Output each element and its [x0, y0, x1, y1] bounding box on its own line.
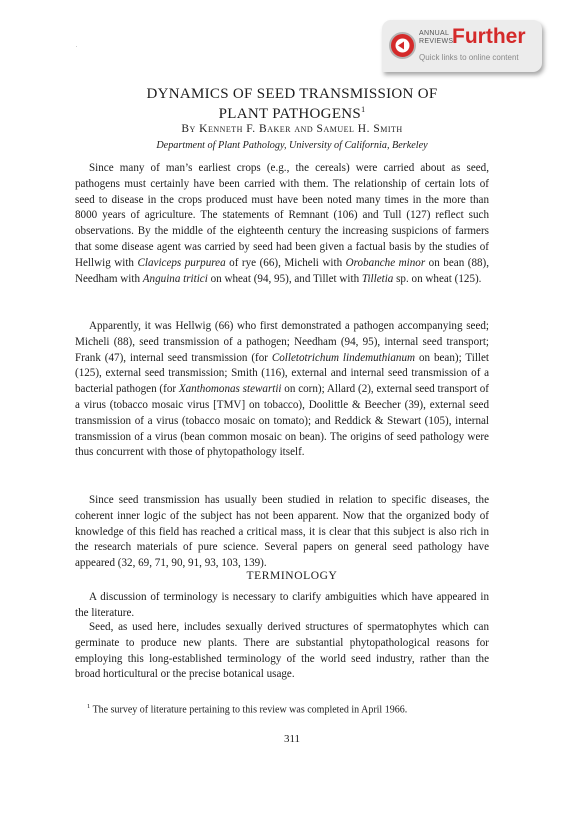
page-number: 311: [283, 733, 301, 745]
footnote-mark: 1: [87, 703, 91, 710]
p1-species-1: Claviceps purpurea: [137, 256, 226, 269]
title-footnote-mark[interactable]: 1: [361, 105, 366, 114]
p1-species-2: Orobanche minor: [345, 256, 426, 269]
authors: By Kenneth F. Baker and Samuel H. Smith: [181, 123, 403, 135]
p2-species-1: Colletotrichum lindemuthianum: [271, 351, 416, 364]
p1-text-a: Since many of man’s earliest crops (e.g., the cereals) were carried about as seed, pathogens must certainly have been carried with them. The relationship of certain lots of seed to disease in the crops produced must have been noted many times in the more than 8000 years of agriculture. The statements of Remnant (106) and Tull (127) reflect such observations. By the middle of the eighteenth century the increasing suspicions of farmers that some disease agent was carried by seed had been given a factual basis by the studies of Hellwig with: [75, 162, 489, 269]
back-arrow-icon: [391, 34, 414, 57]
p2-text-a: Apparently, it was Hellwig (66) who first demonstrated a pathogen accompanying seed; Micheli (88), seed transmission of a pathogen; Needham (94, 95), internal seed transport; Frank (47), internal seed transmission (for: [75, 320, 489, 364]
title-line-2-text: PLANT PATHOGENS: [218, 106, 362, 122]
annual-reviews-wordmark: [419, 30, 453, 46]
reviews-text: REVIEWS: [419, 38, 454, 45]
title-line-2: [60, 102, 524, 122]
footnote-text: The survey of literature pertaining to this review was completed in April 1966.: [90, 704, 408, 716]
p1-species-4: Tilletia: [361, 272, 394, 285]
footnote: [75, 700, 489, 717]
paragraph-4: A discussion of terminology is necessary to clarify ambiguities which have appeared in the literature.: [75, 591, 489, 619]
p2-text-b: on bean); Tillet (125), external seed transmission; Smith (116), external and internal seed transmission of a bacterial pathogen (for: [75, 351, 489, 396]
paragraph-1: [75, 161, 489, 287]
affiliation: Department of Plant Pathology, University of California, Berkeley: [156, 140, 428, 151]
p1-text-b: of rye (66), Micheli with: [225, 256, 346, 269]
p2-species-2: Xanthomonas stewartii: [178, 383, 282, 396]
article-title: [60, 86, 524, 122]
paragraph-5: Seed, as used here, includes sexually derived structures of spermatophytes which can germinate to produce new plants. There are substantial phytopathological reasons for employing this long-established terminology of the world seed industry, rather than the broad horticultural or the precise botanical usage.: [75, 621, 489, 681]
p1-text-e: sp. on wheat (125).: [393, 272, 482, 285]
title-line-1: DYNAMICS OF SEED TRANSMISSION OF: [146, 86, 438, 102]
further-tagline: Quick links to online content: [419, 53, 519, 62]
p2-text-c: on corn); Allard (2), external seed transport of a virus (tobacco mosaic virus [TMV] on tobacco), Doolittle & Beecher (39), external seed transmission of a virus (tobacco mosaic on tomato); and Reddick & Stewart (105), internal transmission of a virus (bean common mosaic on bean). The origins of seed pathology were thus concurrent with those of phytopathology itself.: [75, 383, 489, 459]
p1-text-c: on bean (88), Needham with: [75, 256, 490, 285]
paragraph-3: Since seed transmission has usually been studied in relation to specific diseases, the coherent inner logic of the subject has not been apparent. Now that the organized body of knowledge of this field has reached a critical mass, it is clear that this subject is also rich in the research materials of pure science. Several papers on general seed pathology have appeared (32, 69, 71, 90, 91, 93, 103, 139).: [75, 494, 489, 570]
section-heading-terminology: TERMINOLOGY: [246, 570, 338, 582]
p1-species-3: Anguina tritici: [142, 272, 208, 285]
annual-text: ANNUAL: [419, 30, 450, 37]
stray-mark: .: [76, 44, 78, 49]
annual-reviews-logo-icon: [389, 32, 416, 59]
further-banner[interactable]: [382, 20, 542, 72]
p1-text-d: on wheat (94, 95), and Tillet with: [207, 272, 362, 285]
paragraph-2: [75, 319, 489, 461]
further-label: Further: [452, 25, 526, 48]
